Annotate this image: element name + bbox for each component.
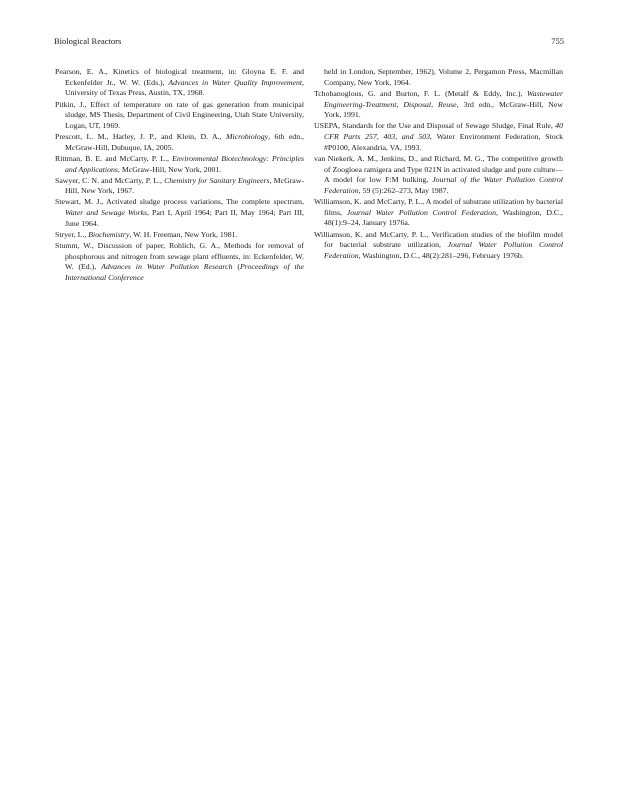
reference-text: Pearson, E. A., Kinetics of biological treatment, in: Gloyna E. F. and Eckenfelder Jr., W. W. (Eds.),	[55, 67, 304, 87]
reference-italic-title: Journal of the Water Pollution Control Federation	[324, 175, 563, 195]
reference-text: , Part I, April 1964; Part II, May 1964; Part III, June 1964.	[65, 208, 305, 228]
reference-italic-title: Advances in Water Quality Improvement	[168, 77, 303, 87]
reference-entry	[314, 121, 563, 153]
reference-entry	[314, 197, 563, 229]
references-right-column	[314, 67, 563, 262]
reference-text: Prescott, L. M., Harley, J. P., and Klein, D. A.,	[55, 132, 226, 141]
reference-text: , Washington, D.C., 48(1):9–24, January 1976a.	[324, 207, 564, 228]
reference-text: , Washington, D.C., 48(2):281–296, February 1976b.	[358, 250, 524, 260]
reference-italic-title: Water and Sewage Works	[65, 208, 148, 218]
reference-italic-title: Proceedings of the International Conference	[65, 262, 304, 283]
reference-text: Sawyer, C. N. and McCarty, P. L.,	[55, 175, 165, 185]
reference-text: , 3rd edn., McGraw-Hill, New York, 1991.	[324, 99, 563, 120]
reference-text: , W. H. Freeman, New York, 1981.	[129, 229, 238, 239]
reference-italic-title: Wastewater Engineering-Treatment, Disposal, Reuse	[324, 88, 563, 109]
reference-text: , McGraw-Hill, New York, 1967.	[65, 175, 304, 196]
page-header	[54, 35, 564, 47]
reference-continuation	[314, 67, 563, 88]
reference-entry	[55, 100, 304, 132]
reference-text: (	[232, 262, 240, 272]
reference-entry	[55, 132, 304, 153]
reference-italic-title: Journal Water Pollution Control Federation	[324, 240, 563, 260]
reference-entry	[55, 230, 304, 241]
reference-italic-title: 40 CFR Parts 257, 403, and 503	[324, 121, 563, 141]
reference-entry	[55, 241, 304, 284]
reference-text: Tchobanoglous, G. and Burton, F. L. (Metalf & Eddy, Inc.),	[314, 88, 527, 98]
page-number: 755	[551, 36, 564, 46]
running-title: Biological Reactors	[54, 36, 122, 46]
reference-text: van Niekerk, A. M., Jenkins, D., and Richard, M. G., The competitive growth of Zoogloea ramigera and Type 021N in activated sludge and pure culture—A model for low F:M bulking,	[314, 153, 563, 185]
reference-text: , 6th edn., McGraw-Hill, Dubuque, IA, 2005.	[65, 132, 305, 152]
reference-entry	[55, 154, 304, 175]
reference-entry	[314, 154, 563, 197]
reference-text: Williamson, K. and McCarty, P. L., Verification studies of the biofilm model for bacterial substrate utilization,	[314, 229, 563, 250]
reference-entry	[55, 176, 304, 197]
reference-entry	[55, 197, 304, 229]
reference-italic-title: Microbiology	[225, 132, 269, 141]
reference-italic-title: Biochemistry	[88, 229, 130, 239]
reference-entry	[314, 89, 563, 121]
reference-text: Stewart, M. J., Activated sludge process variations, The complete spectrum,	[55, 197, 304, 207]
reference-text: Pitkin, J., Effect of temperature on rate of gas generation from municipal sludge, MS Thesis, Department of Civil Engineering, Utah State University, Logan, UT, 1969.	[55, 99, 304, 130]
reference-entry	[314, 230, 563, 262]
reference-text: , Water Environment Federation, Stock #P0100, Alexandria, VA, 1993.	[324, 132, 563, 152]
reference-text: Rittman, B. E. and McCarty, P. L.,	[55, 153, 173, 163]
reference-text: USEPA, Standards for the Use and Disposal of Sewage Sludge, Final Rule,	[314, 121, 556, 131]
reference-entry	[55, 67, 304, 99]
reference-text: , 59 (5):262–273, May 1987.	[358, 185, 449, 195]
reference-text: , University of Texas Press, Austin, TX, 1968.	[65, 77, 304, 98]
reference-italic-title: Environmental Biotechnology: Principles and Applications	[65, 153, 304, 174]
reference-italic-title: Chemistry for Sanitary Engineers	[164, 175, 270, 185]
reference-text: Stumm, W., Discussion of paper, Rohlich, G. A., Methods for removal of phosphorous and nitrogen from sewage plant effluents, in: Eckenfelder, W. W. (Ed.),	[55, 240, 304, 272]
reference-italic-title: Journal Water Pollution Control Federation	[346, 207, 496, 217]
references-left-column	[55, 67, 304, 284]
reference-text: held in London, September, 1962), Volume 2, Pergamon Press, Macmillan Company, New York, 1964.	[324, 67, 563, 87]
reference-text: Williamson, K. and McCarty, P. L., A model of substrate utilization by bacterial films,	[314, 197, 563, 217]
reference-text: , McGraw-Hill, New York, 2001.	[117, 164, 222, 174]
reference-text: Stryer, L.,	[55, 229, 89, 239]
reference-italic-title: Advances in Water Pollution Research	[101, 262, 233, 272]
